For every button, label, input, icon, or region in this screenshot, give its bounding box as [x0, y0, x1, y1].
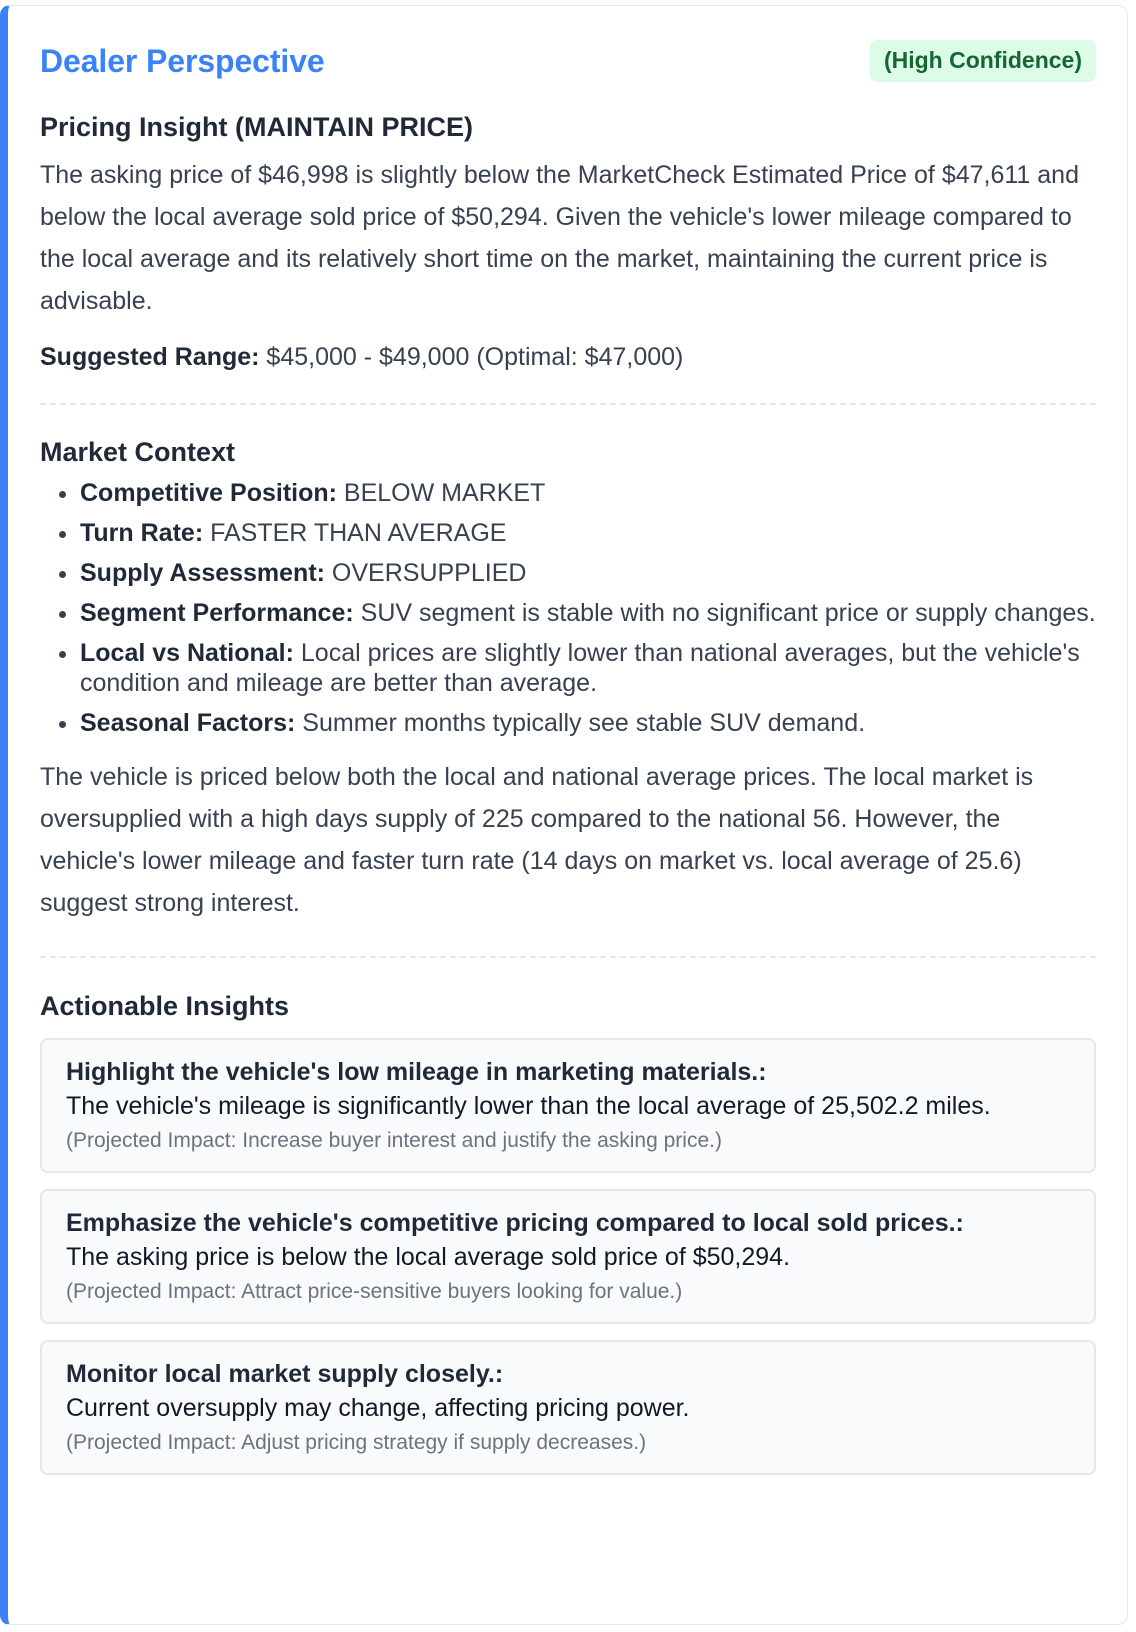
- insight-description: The vehicle's mileage is significantly lower than the local average of 25,502.2 miles.: [66, 1092, 991, 1120]
- insight-description: The asking price is below the local average sold price of $50,294.: [66, 1243, 791, 1271]
- list-item-label: Supply Assessment:: [80, 559, 325, 587]
- insight-description: Current oversupply may change, affecting pricing power.: [66, 1394, 690, 1422]
- section-divider: [40, 956, 1096, 958]
- card-header: [40, 40, 1096, 82]
- market-context-list: [40, 478, 1096, 738]
- insight-title: Highlight the vehicle's low mileage in marketing materials.:: [66, 1058, 767, 1086]
- pricing-insight-heading: Pricing Insight (MAINTAIN PRICE): [40, 112, 473, 142]
- insight-title: Monitor local market supply closely.:: [66, 1360, 504, 1388]
- pricing-insight-section: [40, 112, 1096, 374]
- list-item-label: Turn Rate:: [80, 519, 204, 547]
- list-item: [80, 598, 1096, 628]
- actionable-insights-heading: Actionable Insights: [40, 991, 290, 1021]
- list-item: [80, 708, 1096, 738]
- actionable-insights-section: [40, 991, 1096, 1475]
- card-title: Dealer Perspective: [40, 42, 325, 79]
- list-item: [80, 638, 1096, 698]
- market-context-section: [40, 437, 1096, 924]
- insight-card: [40, 1340, 1096, 1475]
- suggested-range-value: $45,000 - $49,000 (Optimal: $47,000): [259, 343, 684, 371]
- insight-card: [40, 1189, 1096, 1324]
- list-item: [80, 558, 1096, 588]
- dealer-perspective-card: [0, 5, 1128, 1625]
- list-item-label: Segment Performance:: [80, 599, 354, 627]
- list-item-label: Local vs National:: [80, 639, 294, 667]
- list-item-value: SUV segment is stable with no significant price or supply changes.: [353, 599, 1096, 627]
- insight-card: [40, 1038, 1096, 1173]
- list-item-label: Seasonal Factors:: [80, 709, 296, 737]
- insight-impact: (Projected Impact: Attract price-sensitive buyers looking for value.): [66, 1280, 683, 1303]
- confidence-badge: (High Confidence): [870, 40, 1096, 82]
- list-item: [80, 478, 1096, 508]
- insight-impact: (Projected Impact: Increase buyer interest and justify the asking price.): [66, 1129, 722, 1152]
- suggested-range-label: Suggested Range:: [40, 343, 260, 371]
- market-context-heading: Market Context: [40, 437, 236, 467]
- list-item-value: FASTER THAN AVERAGE: [203, 519, 507, 547]
- insight-title: Emphasize the vehicle's competitive pricing compared to local sold prices.:: [66, 1209, 964, 1237]
- market-context-paragraph: The vehicle is priced below both the local and national average prices. The local market is oversupplied with a high days supply of 225 compared to the national 56. However, the vehicle's lower mileage and faster turn rate (14 days on market vs. local average of 25.6) suggest strong interest.: [40, 763, 1034, 917]
- section-divider: [40, 403, 1096, 405]
- list-item-value: BELOW MARKET: [336, 479, 546, 507]
- list-item-value: Summer months typically see stable SUV demand.: [295, 709, 866, 737]
- suggested-range: [40, 340, 1096, 374]
- pricing-insight-paragraph: The asking price of $46,998 is slightly below the MarketCheck Estimated Price of $47,611 and below the local average sold price of $50,294. Given the vehicle's lower mileage compared to the local average and its relatively short time on the market, maintaining the current price is advisable.: [40, 161, 1079, 315]
- list-item-label: Competitive Position:: [80, 479, 337, 507]
- list-item-value: OVERSUPPLIED: [324, 559, 527, 587]
- list-item-value: Local prices are slightly lower than national averages, but the vehicle's condition and mileage are better than average.: [80, 639, 1080, 697]
- list-item: [80, 518, 1096, 548]
- insight-impact: (Projected Impact: Adjust pricing strategy if supply decreases.): [66, 1431, 647, 1454]
